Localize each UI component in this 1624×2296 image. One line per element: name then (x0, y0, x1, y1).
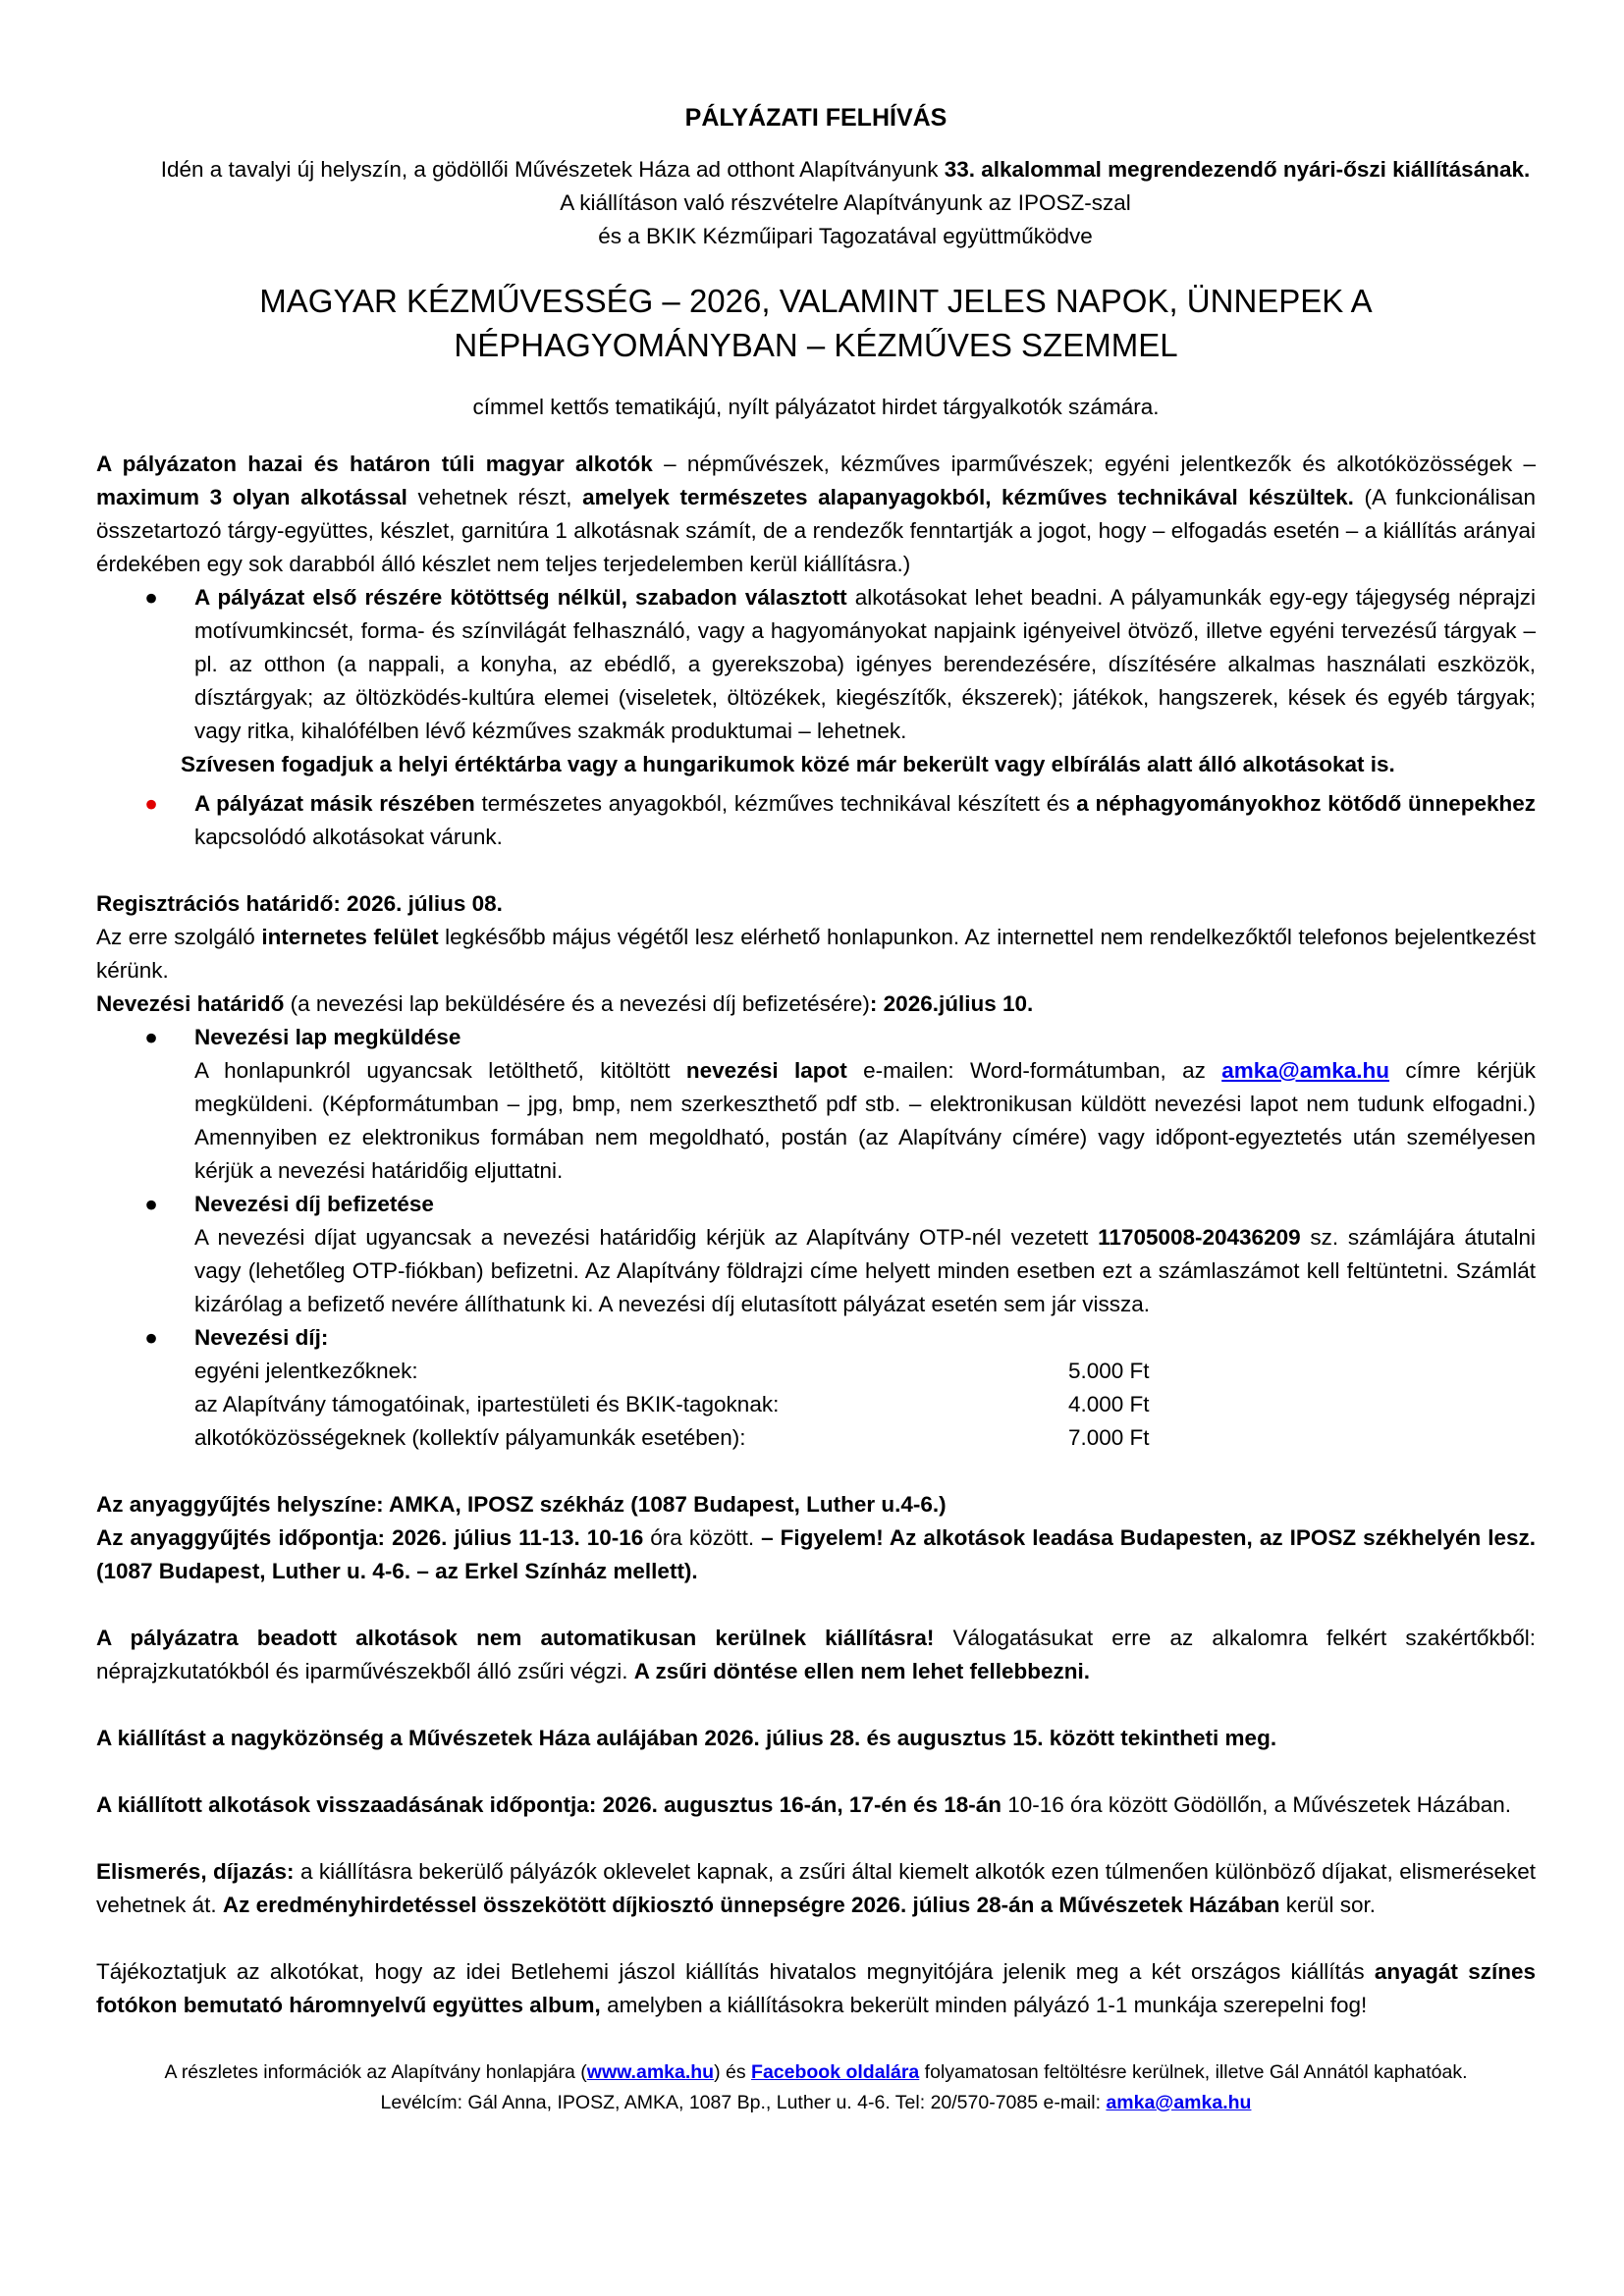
email-link[interactable]: amka@amka.hu (1221, 1058, 1389, 1083)
bullet-icon: ● (144, 1025, 158, 1049)
theme-item-2 (96, 787, 1536, 854)
fee-row (194, 1355, 1536, 1388)
footer-line-2 (96, 2088, 1536, 2118)
footer-text-1: A részletes információk az Alapítvány honlapjára ( (164, 2061, 587, 2083)
awards-text-2: kerül sor. (1279, 1893, 1376, 1917)
theme-2-text-2: kapcsolódó alkotásokat várunk. (194, 825, 503, 849)
awards-bold-1: Elismerés, díjazás: (96, 1859, 295, 1884)
eligibility-bold-1: A pályázaton hazai és határon túli magyar alkotók (96, 452, 653, 476)
registration-deadline (96, 887, 1536, 921)
fee-row (194, 1388, 1536, 1421)
payment-text-1: A nevezési díjat ugyancsak a nevezési határidőig kérjük az Alapítvány OTP-nél vezetett (194, 1225, 1099, 1250)
fee-amount: 4.000 Ft (1068, 1392, 1150, 1416)
eligibility-paragraph (96, 448, 1536, 581)
intro-line-1 (96, 153, 1536, 187)
theme-item-1 (96, 581, 1536, 748)
document-title: PÁLYÁZATI FELHÍVÁS (684, 104, 947, 132)
collection-place (96, 1488, 1536, 1522)
fee-heading: Nevezési díj: (194, 1325, 329, 1350)
entry-deadline-date: : 2026.július 10. (869, 991, 1034, 1016)
album-paragraph (96, 1955, 1536, 2022)
exhibition-text: A kiállítást a nagyközönség a Művészetek Háza aulájában 2026. július 28. és augusztus 15. között tekintheti meg. (96, 1726, 1277, 1750)
album-text-1: Tájékoztatjuk az alkotókat, hogy az idei Betlehemi jászol kiállítás hivatalos megnyitójára jelenik meg a két országos kiállítás (96, 1959, 1375, 1984)
form-bold: nevezési lapot (685, 1058, 847, 1083)
entry-deadline-text: (a nevezési lap beküldésére és a nevezési díj befizetésére) (284, 991, 870, 1016)
eligibility-bold-2: maximum 3 olyan alkotással (96, 485, 407, 509)
jury-bold-1: A pályázatra beadott alkotások nem automatikusan kerülnek kiállításra! (96, 1626, 935, 1650)
form-text-2: e-mailen: Word-formátumban, az (846, 1058, 1222, 1083)
registration-text-2: legkésőbb május végétől lesz elérhető honlapunkon. Az internettel nem rendelkezőktől telefonos bejelentkezést kérünk. (96, 925, 1537, 983)
entry-deadline (96, 988, 1536, 1021)
collection-place-text: Az anyaggyűjtés helyszíne: AMKA, IPOSZ székház (1087 Budapest, Luther u.4-6.) (96, 1492, 947, 1517)
jury-bold-2: A zsűri döntése ellen nem lehet fellebbezni. (633, 1659, 1091, 1683)
jury-text: Válogatásukat erre az alkalomra felkért szakértőkből: néprajzkutatókból és iparművészekből álló zsűri végzi. (96, 1626, 1536, 1683)
footer-line-1 (96, 2057, 1536, 2088)
form-text-3: címre kérjük megküldeni. (Képformátumban – jpg, bmp, nem szerkeszthető pdf stb. – elektronikusan küldött nevezési lapot nem tudunk elfogadni.) Amennyiben ez elektronikus formában nem megoldható, postán (az Alapítvány címére) vagy időpont-egyeztetés után személyesen kérjük a nevezési határidőig eljuttatni. (194, 1058, 1536, 1183)
entry-step-payment (96, 1188, 1536, 1321)
bullet-icon: ● (144, 585, 158, 610)
collection-time-bold: Az anyaggyűjtés időpontja: 2026. július 11-13. 10-16 (96, 1525, 644, 1550)
red-bullet-icon: ● (144, 791, 158, 816)
intro-line-3: és a BKIK Kézműipari Tagozatával együttműködve (598, 224, 1093, 248)
registration-label: Regisztrációs határidő: 2026. július 08. (96, 891, 503, 916)
return-dates (96, 1789, 1536, 1822)
main-heading-line-2: NÉPHAGYOMÁNYBAN – KÉZMŰVES SZEMMEL (454, 327, 1178, 363)
eligibility-text-1: – népművészek, kézműves iparművészek; egyéni jelentkezők és alkotóközösségek – (652, 452, 1536, 476)
collection-time-text: óra között. (643, 1525, 762, 1550)
theme-list-2 (96, 787, 1536, 854)
fee-amount: 5.000 Ft (1068, 1359, 1150, 1383)
eligibility-text-2: vehetnek részt, (406, 485, 583, 509)
jury-paragraph (96, 1622, 1536, 1688)
footer-email-link[interactable]: amka@amka.hu (1106, 2092, 1252, 2113)
intro-line-2: A kiállításon való részvételre Alapítványunk az IPOSZ-szal (560, 190, 1131, 215)
awards-paragraph (96, 1855, 1536, 1922)
theme-1-text: alkotásokat lehet beadni. A pályamunkák egy-egy tájegység néprajzi motívumkincsét, forma- és színvilágát felhasználó, vagy a hagyományokat napjaink igényeivel ötvöző, illetve egyéni tervezésű tárgyak – pl. az otthon (a nappali, a konyha, az ebédlő, a gyerekszoba) igényes berendezésére, díszítésére alkalmas használati eszközök, dísztárgyak; az öltözködés-kultúra elemei (viseletek, öltözékek, kiegészítők, ékszerek); játékok, hangszerek, kések és egyéb tárgyak; vagy ritka, kihalófélben lévő kézműves szakmák produktumai – lehetnek. (194, 585, 1536, 743)
registration-text-1: Az erre szolgáló (96, 925, 262, 949)
payment-heading: Nevezési díj befizetése (194, 1192, 434, 1216)
footer-text-2: ) és (714, 2061, 752, 2083)
fee-row (194, 1421, 1536, 1455)
fee-amount: 7.000 Ft (1068, 1425, 1150, 1450)
payment-text-2: sz. számlájára átutalni vagy (lehetőleg OTP-fiókban) befizetni. Az Alapítvány földrajzi címe helyett minden esetben ezt a számlaszámot kell feltüntetni. Számlát kizárólag a befizető nevére állíthatunk ki. A nevezési díj elutasított pályázat esetén sem jár vissza. (194, 1225, 1536, 1316)
main-heading-line-1: MAGYAR KÉZMŰVESSÉG – 2026, VALAMINT JELES NAPOK, ÜNNEPEK A (259, 283, 1373, 319)
website-link[interactable]: www.amka.hu (586, 2061, 715, 2083)
album-text-2: amelyben a kiállításokra bekerült minden pályázó 1-1 munkája szerepelni fog! (600, 1993, 1368, 2017)
fee-label: alkotóközösségeknek (kollektív pályamunkák esetében): (194, 1425, 746, 1450)
theme-1-bold: A pályázat első részére kötöttség nélkül, szabadon választott (194, 585, 847, 610)
subtitle: címmel kettős tematikájú, nyílt pályázatot hirdet tárgyalkotók számára. (472, 395, 1160, 419)
form-heading: Nevezési lap megküldése (194, 1025, 461, 1049)
fee-label: az Alapítvány támogatóinak, ipartestületi és BKIK-tagoknak: (194, 1392, 780, 1416)
bullet-icon: ● (144, 1325, 158, 1350)
exhibition-dates (96, 1722, 1536, 1755)
registration-bold: internetes felület (261, 925, 439, 949)
facebook-link[interactable]: Facebook oldalára (751, 2061, 920, 2083)
awards-bold-2: Az eredményhirdetéssel összekötött díjkiosztó ünnepségre 2026. július 28-án a Művészetek Házában (222, 1893, 1280, 1917)
eligibility-bold-3: amelyek természetes alapanyagokból, kézműves technikával készültek. (582, 485, 1354, 509)
entry-deadline-label: Nevezési határidő (96, 991, 285, 1016)
collection-warning: – Figyelem! Az alkotások leadása Budapesten, az IPOSZ székhelyén lesz. (1087 Budapest, Luther u. 4-6. – az Erkel Színház mellett). (96, 1525, 1536, 1583)
footer-address: Levélcím: Gál Anna, IPOSZ, AMKA, 1087 Bp., Luther u. 4-6. Tel: 20/570-7085 e-mail: (380, 2092, 1107, 2113)
form-text-1: A honlapunkról ugyancsak letölthető, kitöltött (194, 1058, 686, 1083)
entry-step-fee (96, 1321, 1536, 1455)
entry-steps-list (96, 1021, 1536, 1455)
fee-label: egyéni jelentkezőknek: (194, 1359, 418, 1383)
welcome-note: Szívesen fogadjuk a helyi értéktárba vagy a hungarikumok közé már bekerült vagy elbírálás alatt álló alkotásokat is. (181, 752, 1395, 776)
theme-2-bold-1: A pályázat másik részében (194, 791, 475, 816)
intro-text: Idén a tavalyi új helyszín, a gödöllői Művészetek Háza ad otthont Alapítványunk (160, 157, 945, 182)
return-bold: A kiállított alkotások visszaadásának időpontja: 2026. augusztus 16-án, 17-én és 18-án (96, 1792, 1001, 1817)
theme-2-text-1: természetes anyagokból, kézműves technikával készített és (474, 791, 1077, 816)
return-text: 10-16 óra között Gödöllőn, a Művészetek Házában. (1001, 1792, 1512, 1817)
entry-step-form (96, 1021, 1536, 1188)
album-bold: anyagát színes fotókon bemutató háromnyelvű együttes album, (96, 1959, 1536, 2017)
awards-text-1: a kiállításra bekerülő pályázók oklevelet kapnak, a zsűri által kiemelt alkotók ezen túlmenően különböző díjakat, elismeréseket vehetnek át. (96, 1859, 1536, 1917)
footer-text-3: folyamatosan feltöltésre kerülnek, illetve Gál Annától kaphatóak. (919, 2061, 1468, 2083)
bullet-icon: ● (144, 1192, 158, 1216)
theme-2-bold-2: a néphagyományokhoz kötődő ünnepekhez (1076, 791, 1536, 816)
theme-list (96, 581, 1536, 748)
footer (96, 2057, 1536, 2118)
eligibility-text-3: (A funkcionálisan összetartozó tárgy-együttes, készlet, garnitúra 1 alkotásnak számít, de a rendezők fenntartják a jogot, hogy – elfogadás esetén – a kiállítás arányai érdekében egy sok darabból álló készlet nem teljes terjedelemben kerül kiállításra.) (96, 485, 1536, 576)
intro-bold: 33. alkalommal megrendezendő nyári-őszi kiállításának. (944, 157, 1531, 182)
collection-time (96, 1522, 1536, 1588)
document-content (96, 96, 1536, 2118)
account-number: 11705008-20436209 (1098, 1225, 1301, 1250)
registration-info (96, 921, 1536, 988)
